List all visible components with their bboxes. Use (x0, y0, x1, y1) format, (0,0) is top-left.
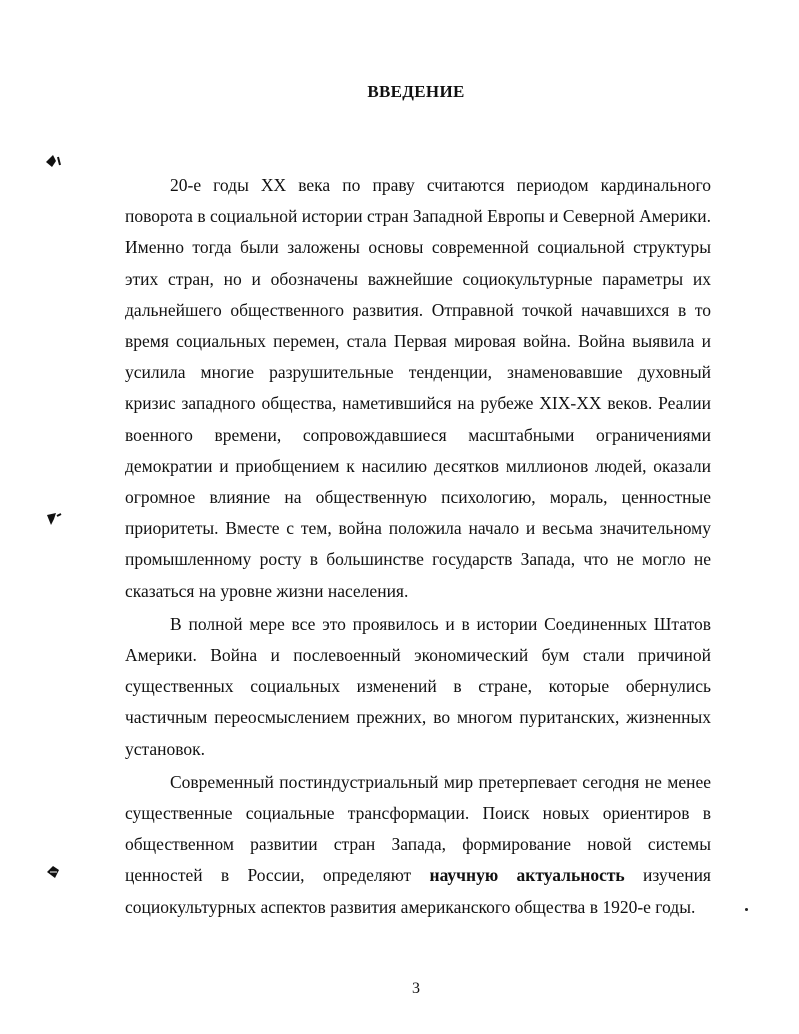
binder-hole-mark-icon (44, 153, 58, 167)
document-body (125, 170, 711, 925)
binder-hole-mark-icon (46, 511, 60, 525)
page-number: 3 (412, 980, 420, 997)
paragraph-3 (125, 767, 711, 923)
page-title: ВВЕДЕНИЕ (367, 82, 465, 101)
paragraph-3-emphasis: научную актуальность (429, 865, 625, 886)
paragraph-1: 20-е годы XX века по праву считаются периодом кардинального поворота в социальной истории стран Западной Европы и Северной Америки. Именно тогда были заложены основы современной социальной структуры этих стран, но и обозначены важнейшие социокультурные параметры их дальнейшего общественного развития. Отправной точкой начавшихся в то время социальных перемен, стала Первая мировая война. Война выявила и усилила многие разрушительные тенденции, знаменовавшие духовный кризис западного общества, наметившийся на рубеже XIX-XX веков. Реалии военного времени, сопровождавшиеся масштабными ограничениями демократии и приобщением к насилию десятков миллионов людей, оказали огромное влияние на общественную психологию, мораль, ценностные приоритеты. Вместе с тем, война положила начало и весьма значительному промышленному росту в большинстве государств Запада, что не могло не сказаться на уровне жизни населения. (125, 175, 711, 601)
paragraph-3-text-after: изучения социокультурных аспектов развития американского общества в 1920-е годы. (125, 865, 711, 917)
paragraph-2: В полной мере все это проявилось и в истории Соединенных Штатов Америки. Война и послевоенный экономический бум стали причиной существенных социальных изменений в стране, которые обернулись частичным переосмыслением прежних, во многом пуританских, жизненных установок. (125, 613, 711, 759)
paragraph-3-text-before: Современный постиндустриальный мир претерпевает сегодня не менее существенные социальные трансформации. Поиск новых ориентиров в общественном развитии стран Запада, формирование новой системы ценностей в России, определяют (125, 771, 711, 886)
binder-hole-mark-icon (45, 864, 59, 878)
scan-speck (745, 908, 748, 911)
